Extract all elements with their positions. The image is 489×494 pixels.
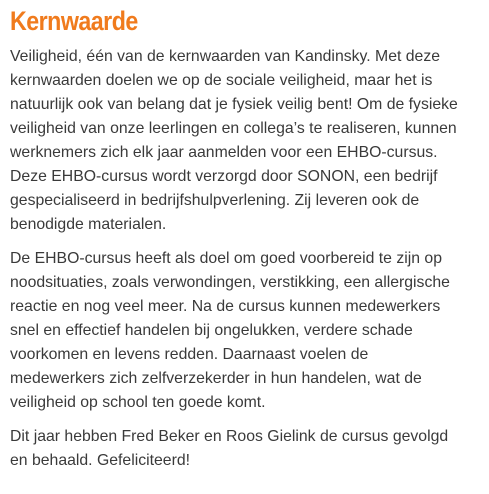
paragraph-3 [10, 425, 480, 473]
article-title: Kernwaarde [10, 6, 138, 36]
text-line: voorkomen en levens redden. Daarnaast voelen de [10, 346, 369, 363]
text-line: veiligheid van onze leerlingen en collega’s te realiseren, kunnen [10, 120, 457, 137]
text-line: en behaald. Gefeliciteerd! [10, 452, 191, 469]
text-line: noodsituaties, zoals verwondingen, verstikking, een allergische [10, 274, 450, 291]
text-line: Veiligheid, één van de kernwaarden van Kandinsky. Met deze [10, 48, 441, 65]
text-line: veiligheid op school ten goede komt. [10, 394, 266, 411]
text-line: natuurlijk ook van belang dat je fysiek veilig bent! Om de fysieke [10, 96, 458, 113]
text-line: medewerkers zich zelfverzekerder in hun handelen, wat de [10, 370, 422, 387]
text-line: gespecialiseerd in bedrijfshulpverlening. Zij leveren ook de [10, 192, 420, 209]
article [10, 6, 480, 473]
text-line: Deze EHBO-cursus wordt verzorgd door SONON, een bedrijf [10, 168, 438, 185]
paragraph-2 [10, 247, 480, 415]
text-line: Dit jaar hebben Fred Beker en Roos Gielink de cursus gevolgd [10, 428, 449, 445]
text-line: snel en effectief handelen bij ongelukken, verdere schade [10, 322, 413, 339]
text-line: kernwaarden doelen we op de sociale veiligheid, maar het is [10, 72, 433, 89]
text-line: werknemers zich elk jaar aanmelden voor een EHBO-cursus. [10, 144, 438, 161]
text-line: reactie en nog veel meer. Na de cursus kunnen medewerkers [10, 298, 441, 315]
text-line: De EHBO-cursus heeft als doel om goed voorbereid te zijn op [10, 250, 443, 267]
paragraph-1 [10, 45, 480, 237]
text-line: benodigde materialen. [10, 216, 167, 233]
